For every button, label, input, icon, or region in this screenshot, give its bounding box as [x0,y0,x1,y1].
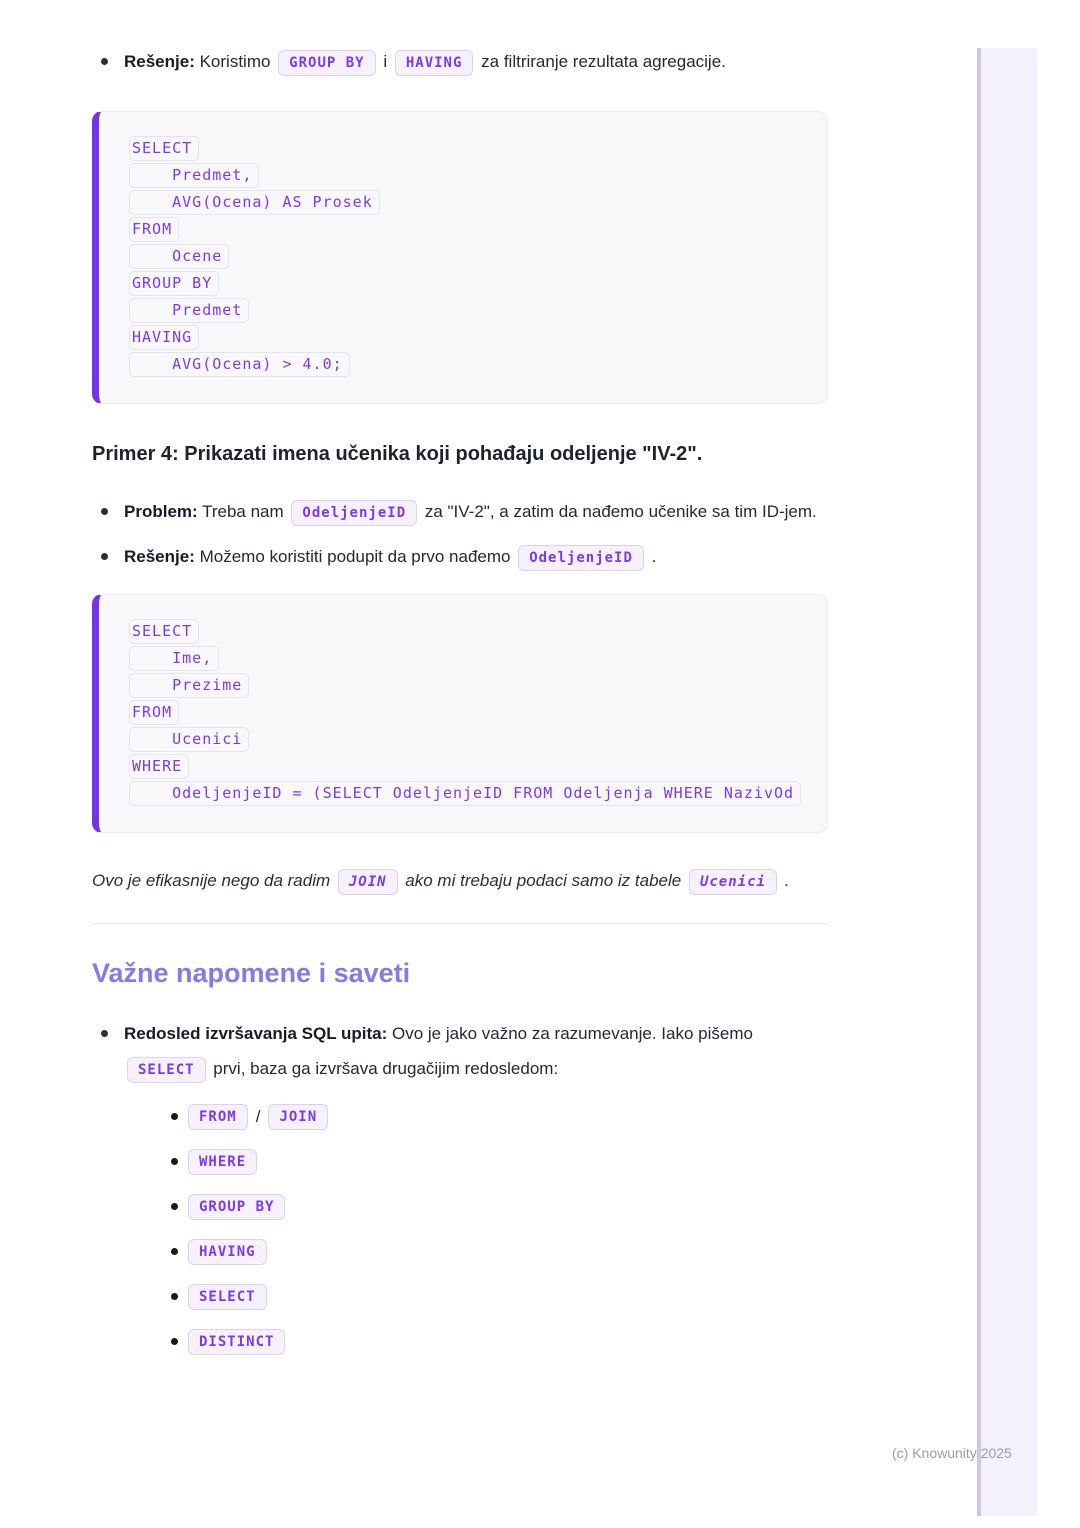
inline-code-badge-having: HAVING [188,1239,267,1265]
text-segment: za "IV-2", a zatim da nađemo učenike sa tim ID-jem. [420,502,817,521]
code-line: Prezime [129,673,249,698]
exec-item-where [124,1139,828,1184]
copyright-text: (c) Knowunity 2025 [892,1445,1012,1461]
inline-code-badge-group-by: GROUP BY [188,1194,285,1220]
inline-code-badge-select: SELECT [127,1057,206,1083]
sql-code-block-groupby-having [92,111,828,404]
exec-item-distinct [124,1319,828,1364]
section-divider [92,923,828,924]
sql-code-block-subquery [92,594,828,833]
code-line: SELECT [129,136,199,161]
list-item-redosled [92,1016,828,1364]
exec-item-having [124,1229,828,1274]
code-line: SELECT [129,619,199,644]
bold-label: Rešenje: [124,52,195,71]
code-line: WHERE [129,754,189,779]
inline-code-badge-select: SELECT [188,1284,267,1310]
problem-solution-list [92,494,828,574]
inline-code-badge-ucenici: Ucenici [689,869,777,895]
bold-label: Problem: [124,502,198,521]
scrollbar-track[interactable] [977,48,1037,1516]
text-segment: . [646,547,657,566]
code-line: AVG(Ocena) AS Prosek [129,190,380,215]
text-segment: Ovo je efikasnije nego da radim [92,871,335,890]
bold-label: Rešenje: [124,547,195,566]
text-segment: Koristimo [194,52,276,71]
heading-vazne-napomene: Važne napomene i saveti [92,958,411,988]
code-line: FROM [129,700,179,725]
notes-bullet-list [92,1016,828,1364]
code-line: Ucenici [129,727,249,752]
bold-label: Redosled izvršavanja SQL upita: [124,1024,388,1043]
code-line: GROUP BY [129,271,219,296]
text-segment: Ovo je jako važno za razumevanje. Iako pišemo [387,1024,753,1043]
solution-bullet-list [92,44,828,79]
list-item-problem [92,494,828,529]
exec-item-select [124,1274,828,1319]
slash-separator: / [255,1107,261,1126]
code-line: AVG(Ocena) > 4.0; [129,352,350,377]
code-line: HAVING [129,325,199,350]
list-item-resenje-podupit [92,539,828,574]
inline-code-badge-odeljenjeid: OdeljenjeID [518,545,644,571]
heading-primer-4: Primer 4: Prikazati imena učenika koji pohađaju odeljenje "IV-2". [92,443,703,465]
code-line: OdeljenjeID = (SELECT OdeljenjeID FROM Odeljenja WHERE NazivOd [129,781,801,806]
inline-code-badge-group-by: GROUP BY [278,50,375,76]
text-segment: i [378,52,392,71]
text-segment: Treba nam [197,502,289,521]
text-segment: ako mi trebaju podaci samo iz tabele [400,871,686,890]
execution-order-list [124,1094,828,1364]
text-segment: . [779,871,790,890]
inline-code-badge-join: JOIN [268,1104,328,1130]
code-line: Predmet, [129,163,259,188]
text-segment: Možemo koristiti podupit da prvo nađemo [194,547,516,566]
document-page [92,44,828,1364]
inline-code-badge-from: FROM [188,1104,248,1130]
exec-item-group-by [124,1184,828,1229]
code-line: Predmet [129,298,249,323]
exec-item-from-join [124,1094,828,1139]
italic-note [92,861,828,901]
code-line: Ime, [129,646,219,671]
inline-code-badge-odeljenjeid: OdeljenjeID [291,500,417,526]
text-segment: prvi, baza ga izvršava drugačijim redosledom: [208,1059,559,1078]
inline-code-badge-join: JOIN [338,869,398,895]
code-line: FROM [129,217,179,242]
inline-code-badge-distinct: DISTINCT [188,1329,285,1355]
inline-code-badge-where: WHERE [188,1149,257,1175]
code-line: Ocene [129,244,229,269]
inline-code-badge-having: HAVING [395,50,474,76]
list-item-resenje-groupby [92,44,828,79]
text-segment: za filtriranje rezultata agregacije. [476,52,726,71]
